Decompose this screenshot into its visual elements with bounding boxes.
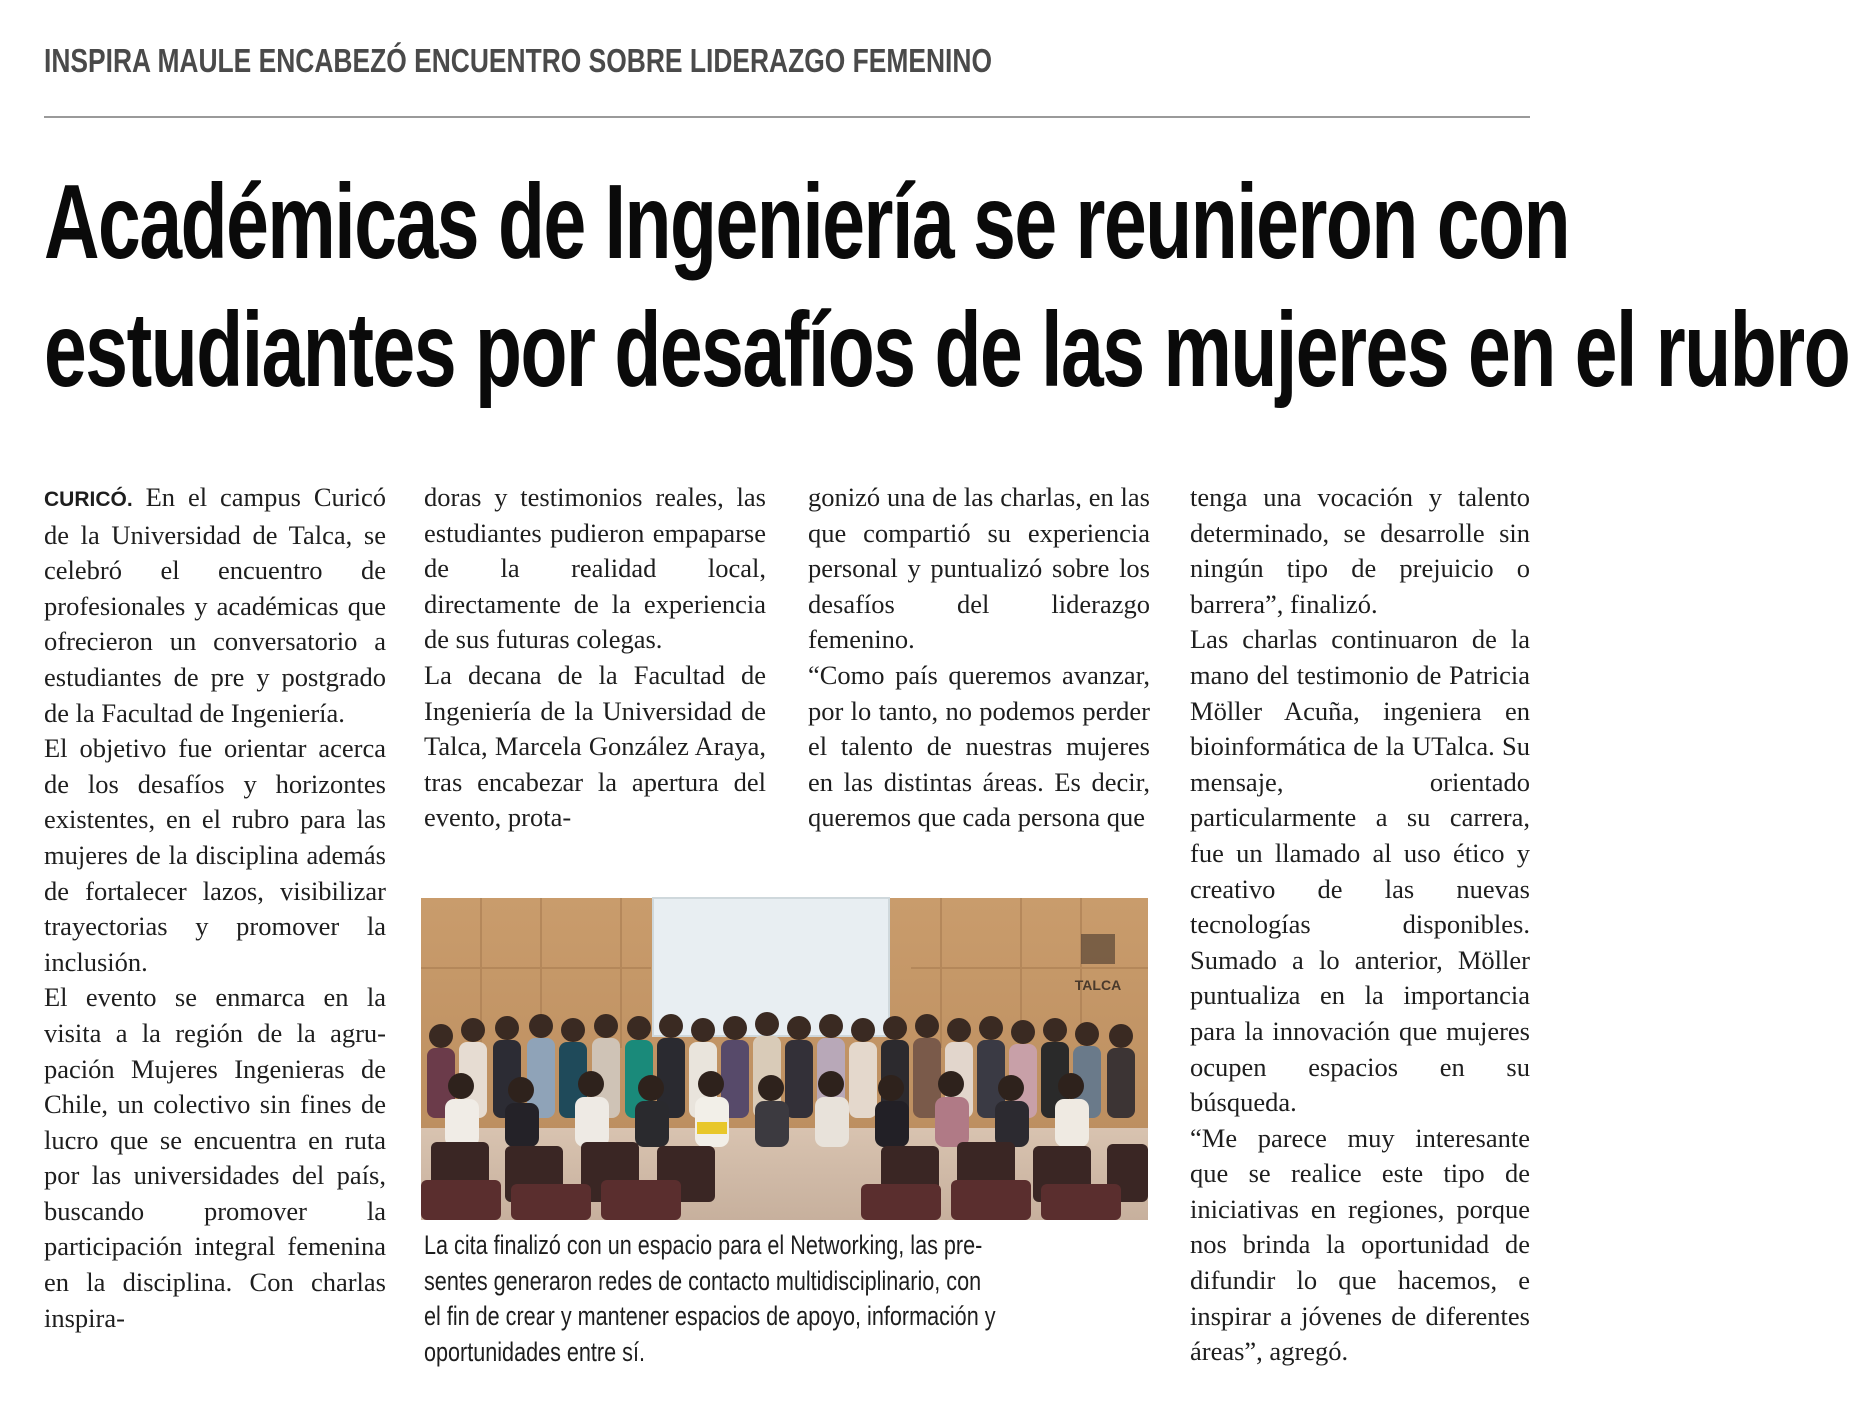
article-paragraph: Las charlas continuaron de la mano del testimonio de Patricia Möller Acuña, ingeniera en bioinformática de la UTalca. Su mensaje, orientado particularmente a su carrera, fue un llamado al uso ético y creativo de las nuevas tecnologías disponibles. Sumado a lo anterior, Möller puntualiza en la importancia para la innovación que mujeres ocupen espacios en su búsqueda. bbox=[1190, 624, 1530, 1118]
article-column-2 bbox=[424, 480, 766, 836]
article-column-3 bbox=[808, 480, 1150, 836]
article-paragraph: tenga una vocación y talento determinado, se desarrolle sin ningún tipo de prejuicio o barrera”, finalizó. bbox=[1190, 482, 1530, 619]
article-paragraph: doras y testimonios reales, las estudiantes pudieron empaparse de la realidad local, directamente de la experiencia de sus futuras colegas. bbox=[424, 482, 766, 655]
group-photo bbox=[421, 898, 1148, 1220]
caption-line: La cita finalizó con un espacio para el Networking, las pre- bbox=[424, 1230, 983, 1260]
article-paragraph bbox=[44, 480, 386, 731]
article-paragraph: La decana de la Facultad de Ingeniería de la Universidad de Talca, Marcela González Araya, tras encabezar la apertura del evento, prota- bbox=[424, 659, 766, 833]
article-headline bbox=[44, 158, 1849, 414]
article-paragraph: “Como país queremos avanzar, por lo tanto, no podemos perder el talento de nuestras mujeres en las distintas áreas. Es decir, queremos que cada persona que bbox=[808, 659, 1150, 833]
wall-logo-text: TALCA bbox=[1074, 977, 1122, 993]
headline-line-2: estudiantes por desafíos de las mujeres en el rubro bbox=[44, 291, 1849, 409]
caption-line: el fin de crear y mantener espacios de apoyo, información y bbox=[424, 1301, 996, 1331]
article-column-4 bbox=[1190, 480, 1530, 1370]
caption-line: oportunidades entre sí. bbox=[424, 1336, 645, 1367]
article-column-1 bbox=[44, 480, 386, 1336]
caption-line: sentes generaron redes de contacto multidisciplinario, con bbox=[424, 1265, 982, 1296]
kicker-divider bbox=[44, 116, 1530, 118]
group-photo-illustration bbox=[421, 898, 1148, 1220]
dateline: CURICÓ. bbox=[44, 488, 133, 511]
headline-line-1: Académicas de Ingeniería se reunieron con bbox=[44, 163, 1570, 281]
section-kicker: INSPIRA MAULE ENCABEZÓ ENCUENTRO SOBRE LIDERAZGO FEMENINO bbox=[44, 42, 992, 79]
article-paragraph: El evento se enmarca en la visita a la región de la agrupación Mujeres Ingenieras de Chile, un colectivo sin fines de lucro que se encuentra en ruta por las universidades del país, buscando promover la participación integral femenina en la disciplina. Con charlas inspira- bbox=[44, 982, 386, 1333]
paragraph-text: En el campus Curicó de la Universidad de Talca, se celebró el encuentro de profesionales y académicas que ofrecieron un conversatorio a estudiantes de pre y postgrado de la Facultad de Ingeniería. bbox=[44, 482, 386, 728]
article-paragraph: gonizó una de las charlas, en las que compartió su experiencia personal y puntualizó sobre los desafíos del liderazgo femenino. bbox=[808, 482, 1150, 655]
article-paragraph: “Me parece muy interesante que se realice este tipo de iniciativas en regiones, porque nos brinda la oportunidad de difundir lo que hacemos, e inspirar a jóvenes de diferentes áreas”, agregó. bbox=[1190, 1122, 1530, 1367]
article-paragraph: El objetivo fue orientar acerca de los desafíos y horizontes existentes, en el rubro para las mujeres de la disciplina además de fortalecer lazos, visibilizar trayectorias y promover la inclusión. bbox=[44, 733, 386, 977]
photo-caption bbox=[424, 1228, 1144, 1370]
